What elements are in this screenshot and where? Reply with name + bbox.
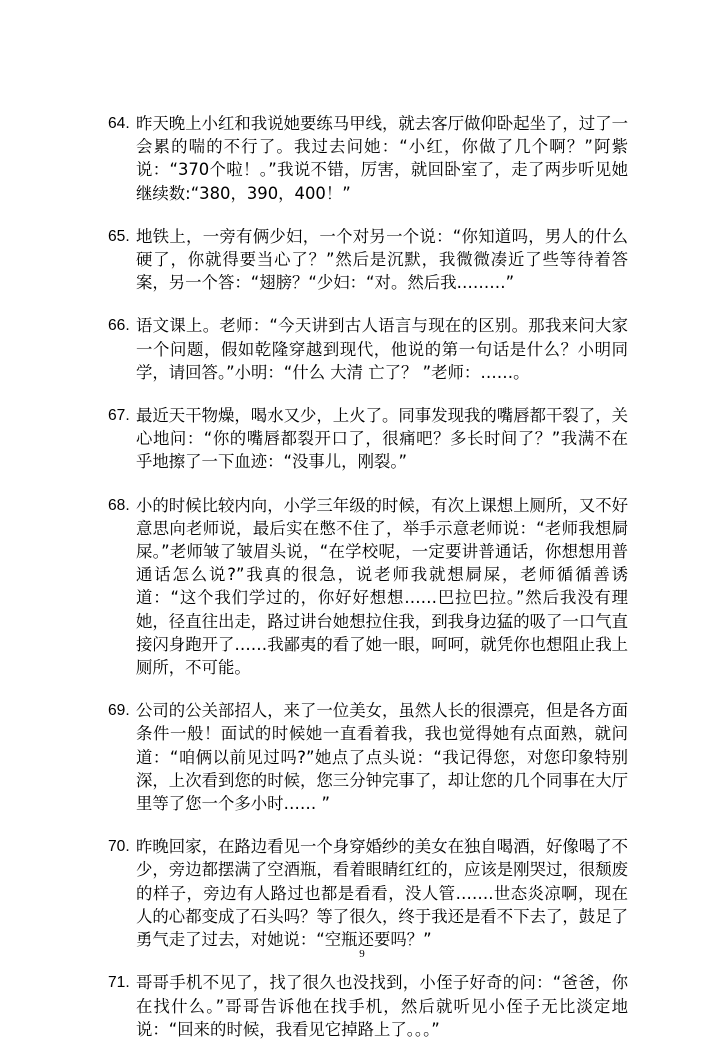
joke-entry-64 [108,112,628,205]
entry-text: 小的时候比较内向，小学三年级的时候，有次上课想上厕所，又不好意思向老师说，最后实在憋不住了，举手示意老师说：“老师我想屙屎。”老师皱了皱眉头说，“在学校呢，一定要讲普通话，你想想用普通话怎么说?”我真的很急，说老师我就想屙屎，老师循循善诱道：“这个我们学过的，你好好想想……巴拉巴拉。”然后我没有理她，径直往出走，路过讲台她想拉住我，到我身边猛的吸了一口气直接闪身跑开了……我鄙夷的看了她一眼，呵呵，就凭你也想阻止我上厕所，不可能。 [136,495,628,678]
entry-number: 71. [108,974,130,992]
joke-entry-70 [108,835,628,951]
joke-entry-66 [108,314,628,384]
joke-list [108,112,628,1061]
entry-number: 67. [108,407,130,425]
entry-text: 昨天晚上小红和我说她要练马甲线，就去客厅做仰卧起坐了，过了一会累的喘的不行了。我过去问她：“小红，你做了几个啊？”阿紫说：“370个啦！。”我说不错，厉害，就回卧室了，走了两步听见她继续数:“380，390，400！” [136,114,628,203]
entry-text: 地铁上，一旁有俩少妇，一个对另一个说：“你知道吗，男人的什么硬了，你就得要当心了？”然后是沉默，我微微凑近了些等待着答案，另一个答：“翅膀？“少妇：“对。然后我………” [136,226,628,293]
entry-number: 65. [108,227,130,245]
entry-number: 69. [108,702,130,720]
entry-text: 昨晚回家，在路边看见一个身穿婚纱的美女在独自喝酒，好像喝了不少，旁边都摆满了空酒瓶，看着眼睛红红的，应该是刚哭过，很颓废的样子，旁边有人路过也都是看看，没人管…….世态炎凉啊，现在人的心都变成了石头吗？等了很久，终于我还是看不下去了，鼓足了勇气走了过去，对她说：“空瓶还要吗？” [136,837,628,950]
joke-entry-71 [108,971,628,1041]
entry-number: 70. [108,838,130,856]
joke-entry-68 [108,494,628,680]
entry-text: 语文课上。老师：“今天讲到古人语言与现在的区别。那我来问大家一个问题，假如乾隆穿越到现代，他说的第一句话是什么？小明同学，请回答。”小明：“什么 大清 亡了？ ”老师：……。 [136,316,628,382]
entry-text: 哥哥手机不见了，找了很久也没找到，小侄子好奇的问：“爸爸，你在找什么。”哥哥告诉他在找手机，然后就听见小侄子无比淡定地说：“回来的时候，我看见它掉路上了。。。” [136,973,628,1039]
entry-text: 最近天干物燥，喝水又少，上火了。同事发现我的嘴唇都干裂了，关心地问：“你的嘴唇都裂开口了，很痛吧？多长时间了？”我满不在乎地擦了一下血迹：“没事儿，刚裂。” [136,406,628,472]
joke-entry-67 [108,404,628,474]
joke-entry-69 [108,699,628,815]
page-number: 9 [359,948,365,960]
entry-text: 公司的公关部招人，来了一位美女，虽然人长的很漂亮，但是各方面条件一般！面试的时候她一直看着我，我也觉得她有点面熟，就问道：“咱俩以前见过吗?”她点了点头说：“我记得您，对您印象特别深，上次看到您的时候，您三分钟完事了，却让您的几个同事在大厅里等了您一个多小时…… ” [136,701,628,814]
joke-entry-65 [108,225,628,295]
entry-number: 66. [108,317,130,335]
entry-number: 64. [108,115,130,132]
entry-number: 68. [108,496,130,514]
